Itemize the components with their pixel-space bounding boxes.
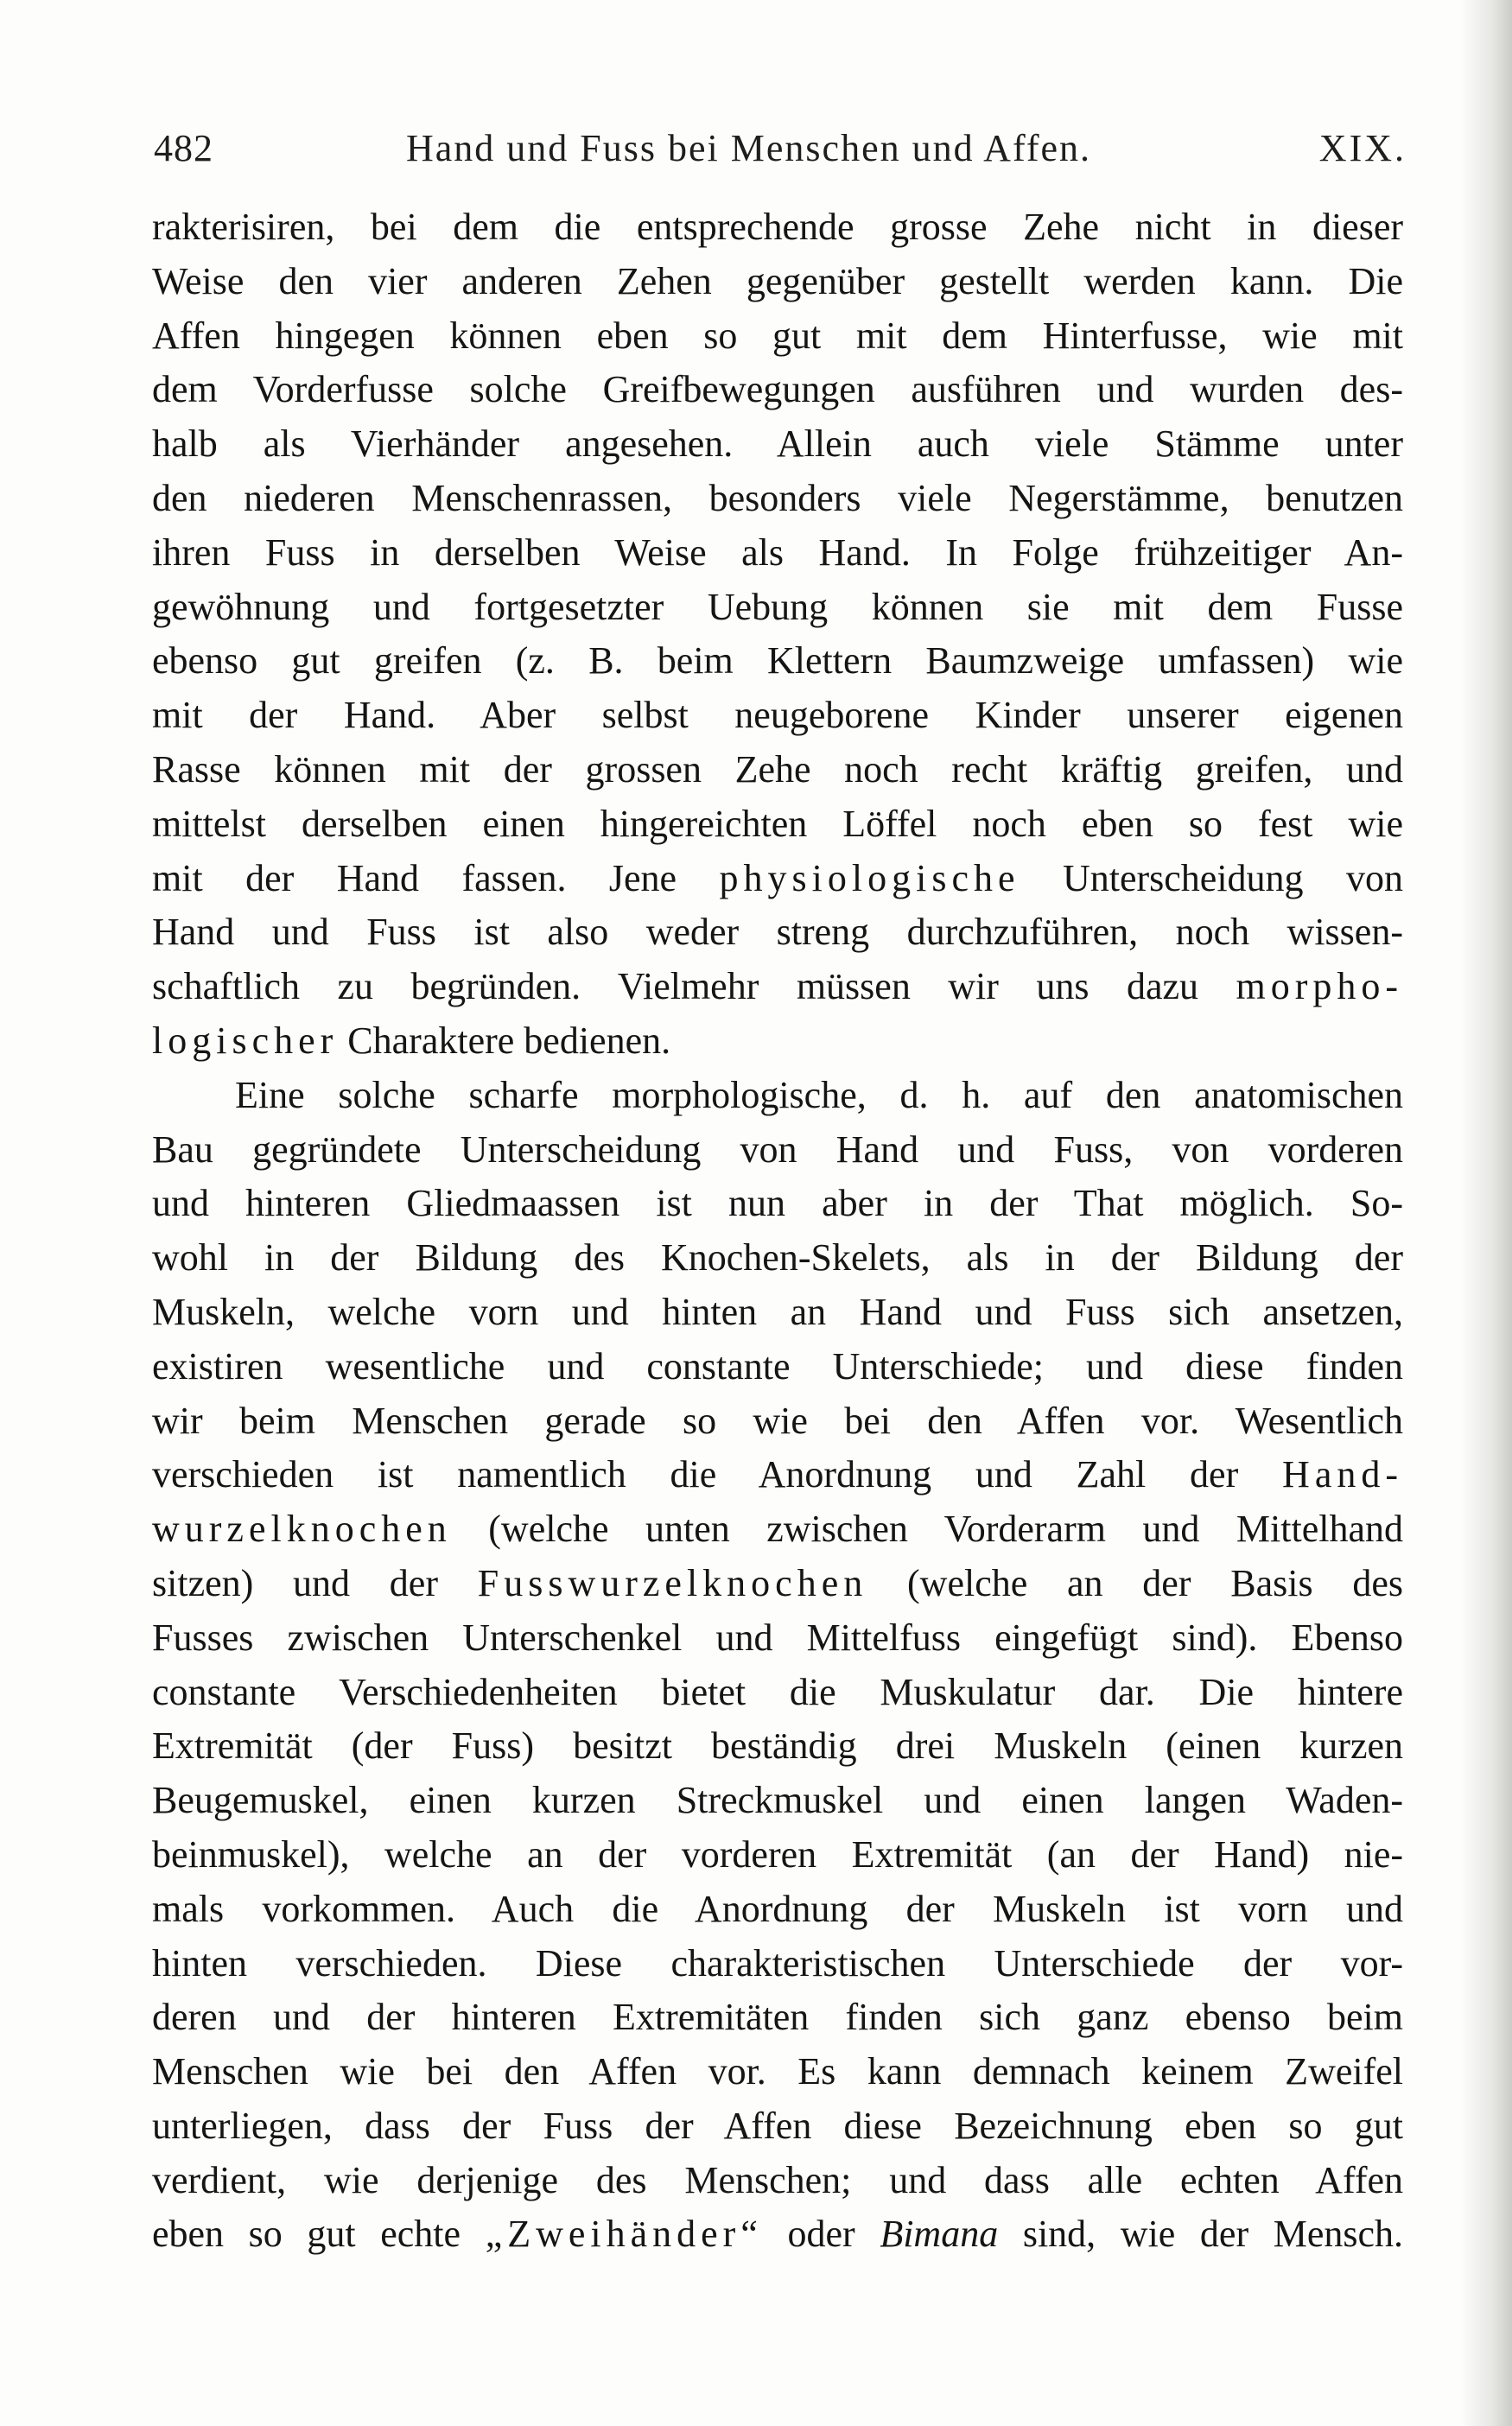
- text-line: mit der Hand. Aber selbst neugeborene Kinder unserer eigenen: [152, 694, 1403, 737]
- text-line: den niederen Menschenrassen, besonders viele Negerstämme, benutzen: [152, 476, 1403, 519]
- text-line: Extremität (der Fuss) besitzt beständig drei Muskeln (einen kurzen: [152, 1724, 1403, 1768]
- running-title: Hand und Fuss bei Menschen und Affen.: [406, 127, 1091, 169]
- text-line: [152, 1557, 1403, 1611]
- emphasized-term: Hand-: [1282, 1453, 1404, 1496]
- text-line: und hinteren Gliedmaassen ist nun aber in der That möglich. So-: [152, 1182, 1403, 1225]
- body-text: [152, 200, 1403, 2262]
- emphasized-term: physiologische: [719, 856, 1020, 899]
- text-segment: (welche an der Basis des: [907, 1561, 1404, 1604]
- text-line: Bau gegründete Unterscheidung von Hand und Fuss, von vorderen: [152, 1127, 1403, 1171]
- text-line: mals vorkommen. Auch die Anordnung der Muskeln ist vorn und: [152, 1887, 1403, 1930]
- text-line: Weise den vier anderen Zehen gegenüber gestellt werden kann. Die: [152, 259, 1403, 302]
- text-line: wohl in der Bildung des Knochen-Skelets, als in der Bildung der: [152, 1236, 1403, 1280]
- emphasized-term: logischer: [152, 1019, 339, 1062]
- text-line: unterliegen, dass der Fuss der Affen diese Bezeichnung eben so gut: [152, 2104, 1403, 2147]
- text-line: Eine solche scharfe morphologische, d. h. auf den anatomischen: [235, 1073, 1403, 1116]
- text-line: hinten verschieden. Diese charakteristischen Unterschiede der vor-: [152, 1941, 1403, 1985]
- text-line: verdient, wie derjenige des Menschen; und dass alle echten Affen: [152, 2158, 1403, 2201]
- italic-term: Bimana: [880, 2213, 999, 2256]
- text-segment: (welche unten zwischen Vorderarm und Mittelhand: [488, 1508, 1403, 1551]
- text-line: [152, 852, 1403, 906]
- text-line: Menschen wie bei den Affen vor. Es kann demnach keinem Zweifel: [152, 2050, 1403, 2093]
- emphasized-term: „Zweihänder“: [485, 2213, 763, 2256]
- text-line: dem Vorderfusse solche Greifbewegungen ausführen und wurden des-: [152, 368, 1403, 411]
- text-line: [152, 2207, 1403, 2262]
- text-line: [152, 1502, 1403, 1557]
- text-line: halb als Vierhänder angesehen. Allein auch viele Stämme unter: [152, 422, 1403, 466]
- text-line: Hand und Fuss ist also weder streng durchzuführen, noch wissen-: [152, 911, 1403, 954]
- text-segment: verschieden ist namentlich die Anordnung und Zahl der: [152, 1453, 1239, 1496]
- text-line: gewöhnung und fortgesetzter Uebung können sie mit dem Fusse: [152, 585, 1403, 628]
- text-segment: mit der Hand fassen. Jene: [152, 856, 677, 899]
- text-line: Affen hingegen können eben so gut mit dem Hinterfusse, wie mit: [152, 314, 1403, 357]
- emphasized-term: wurzelknochen: [152, 1508, 452, 1551]
- emphasized-term: morpho-: [1236, 965, 1403, 1008]
- text-segment: schaftlich zu begründen. Vielmehr müssen wir uns dazu: [152, 965, 1199, 1008]
- text-segment: sitzen) und der: [152, 1561, 438, 1604]
- text-line: Rasse können mit der grossen Zehe noch recht kräftig greifen, und: [152, 747, 1403, 791]
- text-line: ihren Fuss in derselben Weise als Hand. In Folge frühzeitiger An-: [152, 530, 1403, 574]
- text-line: Fusses zwischen Unterschenkel und Mittelfuss eingefügt sind). Ebenso: [152, 1616, 1403, 1659]
- text-line: existiren wesentliche und constante Unterschiede; und diese finden: [152, 1344, 1403, 1388]
- text-line: [152, 960, 1403, 1014]
- chapter-number: XIX.: [1318, 127, 1407, 169]
- emphasized-term: Fusswurzelknochen: [477, 1561, 868, 1604]
- text-line: Muskeln, welche vorn und hinten an Hand und Fuss sich ansetzen,: [152, 1290, 1403, 1333]
- text-line: [152, 1014, 1403, 1069]
- text-line: ebenso gut greifen (z. B. beim Klettern Baumzweige umfassen) wie: [152, 639, 1403, 683]
- text-line: rakterisiren, bei dem die entsprechende grosse Zehe nicht in dieser: [152, 206, 1403, 248]
- text-line: deren und der hinteren Extremitäten finden sich ganz ebenso beim: [152, 1996, 1403, 2039]
- paragraph-2: [152, 1069, 1403, 2263]
- page-edge-shadow: [1460, 0, 1512, 2426]
- text-line: constante Verschiedenheiten bietet die Muskulatur dar. Die hintere: [152, 1670, 1403, 1713]
- text-segment: sind, wie der Mensch.: [1022, 2213, 1404, 2256]
- text-segment: Unterscheidung von: [1062, 856, 1404, 899]
- text-segment: oder: [787, 2213, 855, 2256]
- text-line: Beugemuskel, einen kurzen Streckmuskel und einen langen Waden-: [152, 1779, 1403, 1822]
- text-segment: Charaktere bedienen.: [347, 1019, 671, 1062]
- text-line: wir beim Menschen gerade so wie bei den Affen vor. Wesentlich: [152, 1399, 1403, 1442]
- text-line: mittelst derselben einen hingereichten Löffel noch eben so fest wie: [152, 802, 1403, 845]
- page-number: 482: [154, 127, 213, 169]
- text-line: beinmuskel), welche an der vorderen Extremität (an der Hand) nie-: [152, 1832, 1403, 1876]
- paragraph-1: [152, 200, 1403, 1069]
- text-segment: eben so gut echte: [152, 2213, 461, 2256]
- text-line: [152, 1448, 1403, 1502]
- running-header: [154, 126, 1407, 178]
